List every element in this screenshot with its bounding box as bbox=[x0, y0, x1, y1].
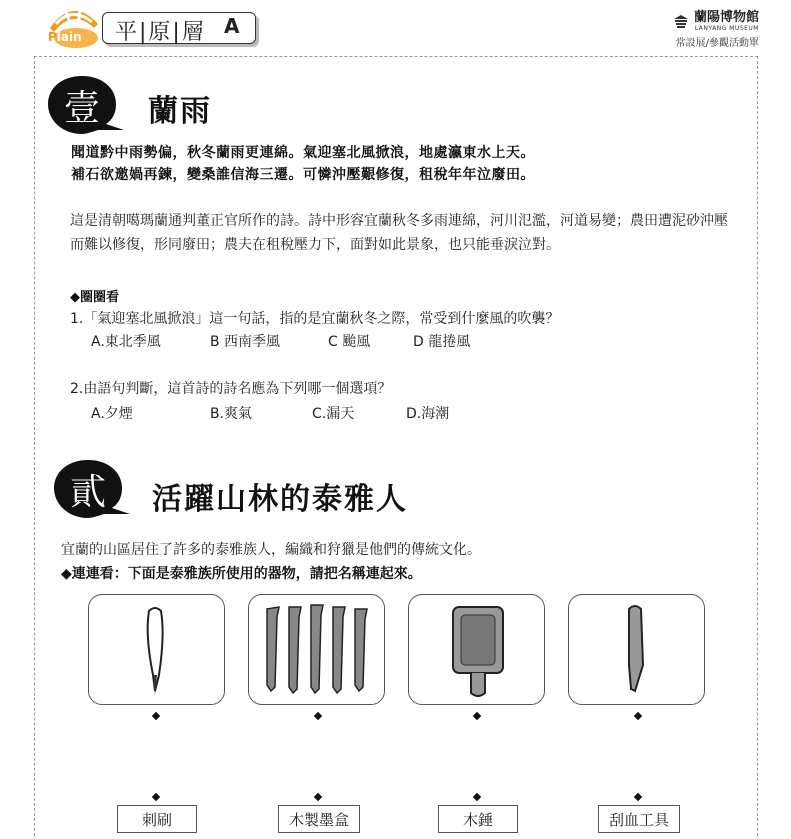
section1-badge bbox=[46, 74, 124, 136]
q2-option-c[interactable]: C.漏天 bbox=[312, 406, 355, 422]
section1-title: 蘭雨 bbox=[148, 94, 212, 129]
section2-badge-char: 貳 bbox=[69, 471, 106, 513]
name-box-3: 木錘 bbox=[438, 805, 518, 833]
paddle-board-icon bbox=[409, 595, 546, 706]
poem-line-2: 補石欲邀媧再鍊，變桑誰信海三遷。可憐沖壓艱修復，租稅年年泣廢田。 bbox=[71, 167, 535, 183]
q1-option-c[interactable]: C 颱風 bbox=[328, 334, 371, 350]
poem bbox=[71, 142, 535, 186]
level-name: 平|原|層 bbox=[115, 20, 206, 45]
worksheet-subtitle: 常設展/參觀活動單 bbox=[675, 38, 759, 49]
wooden-blade-icon bbox=[569, 595, 706, 706]
q1-option-a[interactable]: A.東北季風 bbox=[91, 334, 161, 350]
section1-badge-char: 壹 bbox=[63, 87, 100, 129]
q2-option-d[interactable]: D.海潮 bbox=[406, 406, 450, 422]
heddle-sticks-icon bbox=[249, 595, 386, 706]
logo-plain-p: P bbox=[48, 30, 57, 44]
artifact-card-1 bbox=[88, 594, 225, 705]
page-header bbox=[0, 0, 791, 56]
question-2: 2.由語句判斷，這首詩的詩名應為下列哪一個選項？ bbox=[70, 381, 392, 397]
poem-line-1: 聞道黔中雨勢偏，秋冬蘭雨更連綿。氣迎塞北風掀浪，地處瀛東水上天。 bbox=[71, 145, 535, 161]
q2-option-a[interactable]: A.夕煙 bbox=[91, 406, 133, 422]
artifact-card-4 bbox=[568, 594, 705, 705]
plain-level-logo bbox=[46, 2, 216, 50]
name-box-2: 木製墨盒 bbox=[278, 805, 360, 833]
section2-intro: 宜蘭的山區居住了許多的泰雅族人，編織和狩獵是他們的傳統文化。 bbox=[61, 542, 481, 558]
museum-english-name: LANYANG MUSEUM bbox=[694, 25, 759, 32]
museum-branding bbox=[672, 11, 759, 49]
name-box-1: 刺刷 bbox=[117, 805, 197, 833]
q1-option-d[interactable]: D 龍捲風 bbox=[413, 334, 471, 350]
logo-plain-text: lain bbox=[56, 30, 82, 44]
name-box-4: 刮血工具 bbox=[598, 805, 680, 833]
quiz-heading: ◆圈圈看 bbox=[70, 290, 119, 305]
question-1: 1.「氣迎塞北風掀浪」這一句話，指的是宜蘭秋冬之際，常受到什麼風的吹襲？ bbox=[70, 311, 560, 327]
section2-badge bbox=[52, 458, 130, 520]
artifact-card-2 bbox=[248, 594, 385, 705]
artifact-card-3 bbox=[408, 594, 545, 705]
matching-instruction: ◆連連看：下面是泰雅族所使用的器物，請把名稱連起來。 bbox=[61, 566, 422, 582]
museum-name: 蘭陽博物館 bbox=[693, 10, 759, 25]
q2-option-b[interactable]: B.爽氣 bbox=[210, 406, 253, 422]
poem-explanation: 這是清朝噶瑪蘭通判董正官所作的詩。詩中形容宜蘭秋冬多雨連綿，河川氾濫，河道易變；農田遭泥砂沖壓而難以修復，形同廢田；農夫在租稅壓力下，面對如此景象，也只能垂淚泣對。 bbox=[70, 213, 728, 253]
section2-title: 活躍山林的泰雅人 bbox=[152, 482, 408, 517]
level-letter: A bbox=[224, 14, 240, 38]
museum-logo-icon bbox=[672, 13, 690, 31]
q1-option-b[interactable]: B 西南季風 bbox=[210, 334, 281, 350]
comb-tool-icon bbox=[89, 595, 226, 706]
